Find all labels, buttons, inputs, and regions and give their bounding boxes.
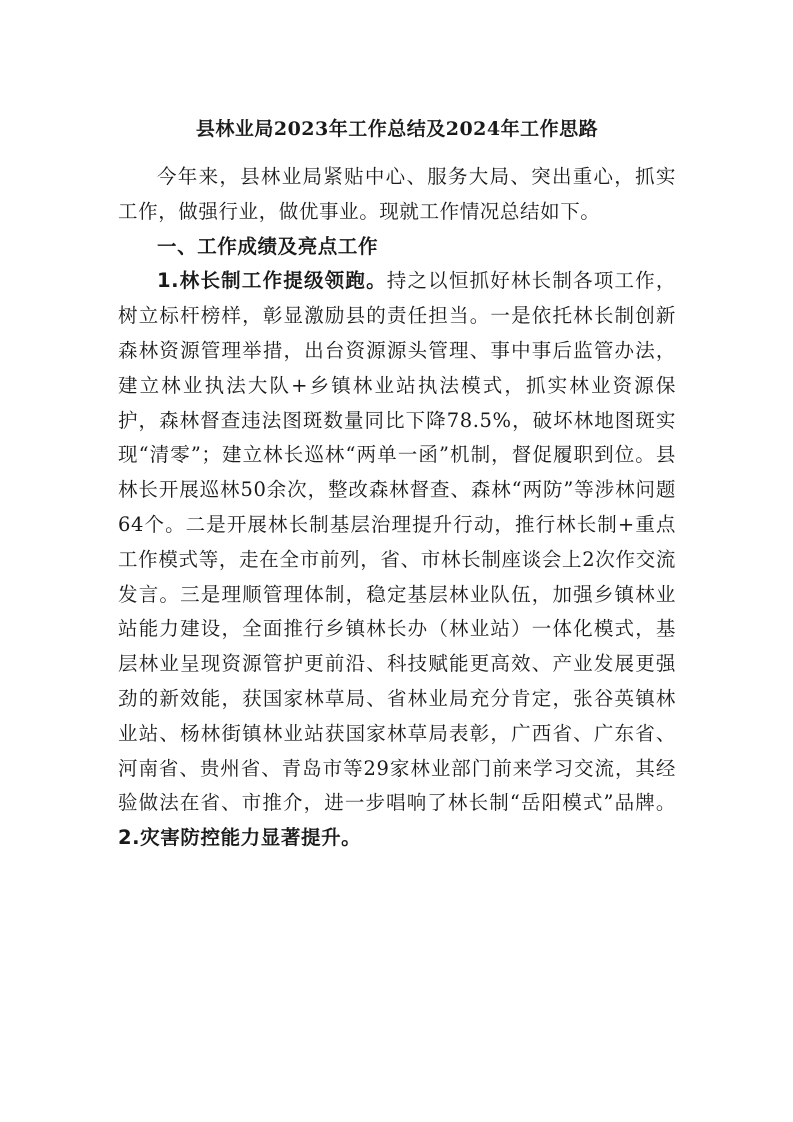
item-2-title: 2.灾害防控能力显著提升。 xyxy=(118,826,362,850)
item-1-body: 持之以恒抓好林长制各项工作，树立标杆榜样，彰显激励县的责任担当。一是依托林长制创新森林资源管理举措，出台资源源头管理、事中事后监管办法，建立林业执法大队+乡镇林业站执法模式，抓实林业资源保护，森林督查违法图斑数量同比下降78.5%，破坏林地图斑实现“清零”；建立林长巡林“两单一函”机制，督促履职到位。县林长开展巡林50余次，整改森林督查、森林“两防”等涉林问题64个。二是开展林长制基层治理提升行动，推行林长制+重点工作模式等，走在全市前列，省、市林长制座谈会上2次作交流发言。三是理顺管理体制，稳定基层林业队伍，加强乡镇林业站能力建设，全面推行乡镇林长办（林业站）一体化模式，基层林业呈现资源管护更前沿、科技赋能更高效、产业发展更强劲的新效能，获国家林草局、省林业局充分肯定，张谷英镇林业站、杨林街镇林业站获国家林草局表彰，广西省、广东省、河南省、贵州省、青岛市等29家林业部门前来学习交流，其经验做法在省、市推介，进一步唱响了林长制“岳阳模式”品牌。 xyxy=(118,269,676,815)
document-title: 县林业局2023年工作总结及2024年工作思路 xyxy=(195,118,599,140)
section-heading: 一、工作成绩及亮点工作 xyxy=(157,234,379,258)
item-1-paragraph xyxy=(118,264,676,856)
item-1-title: 1.林长制工作提级领跑。 xyxy=(157,269,387,293)
intro-paragraph: 今年来，县林业局紧贴中心、服务大局、突出重心，抓实工作，做强行业，做优事业。现就工作情况总结如下。 xyxy=(118,165,676,223)
document-body xyxy=(118,112,676,856)
